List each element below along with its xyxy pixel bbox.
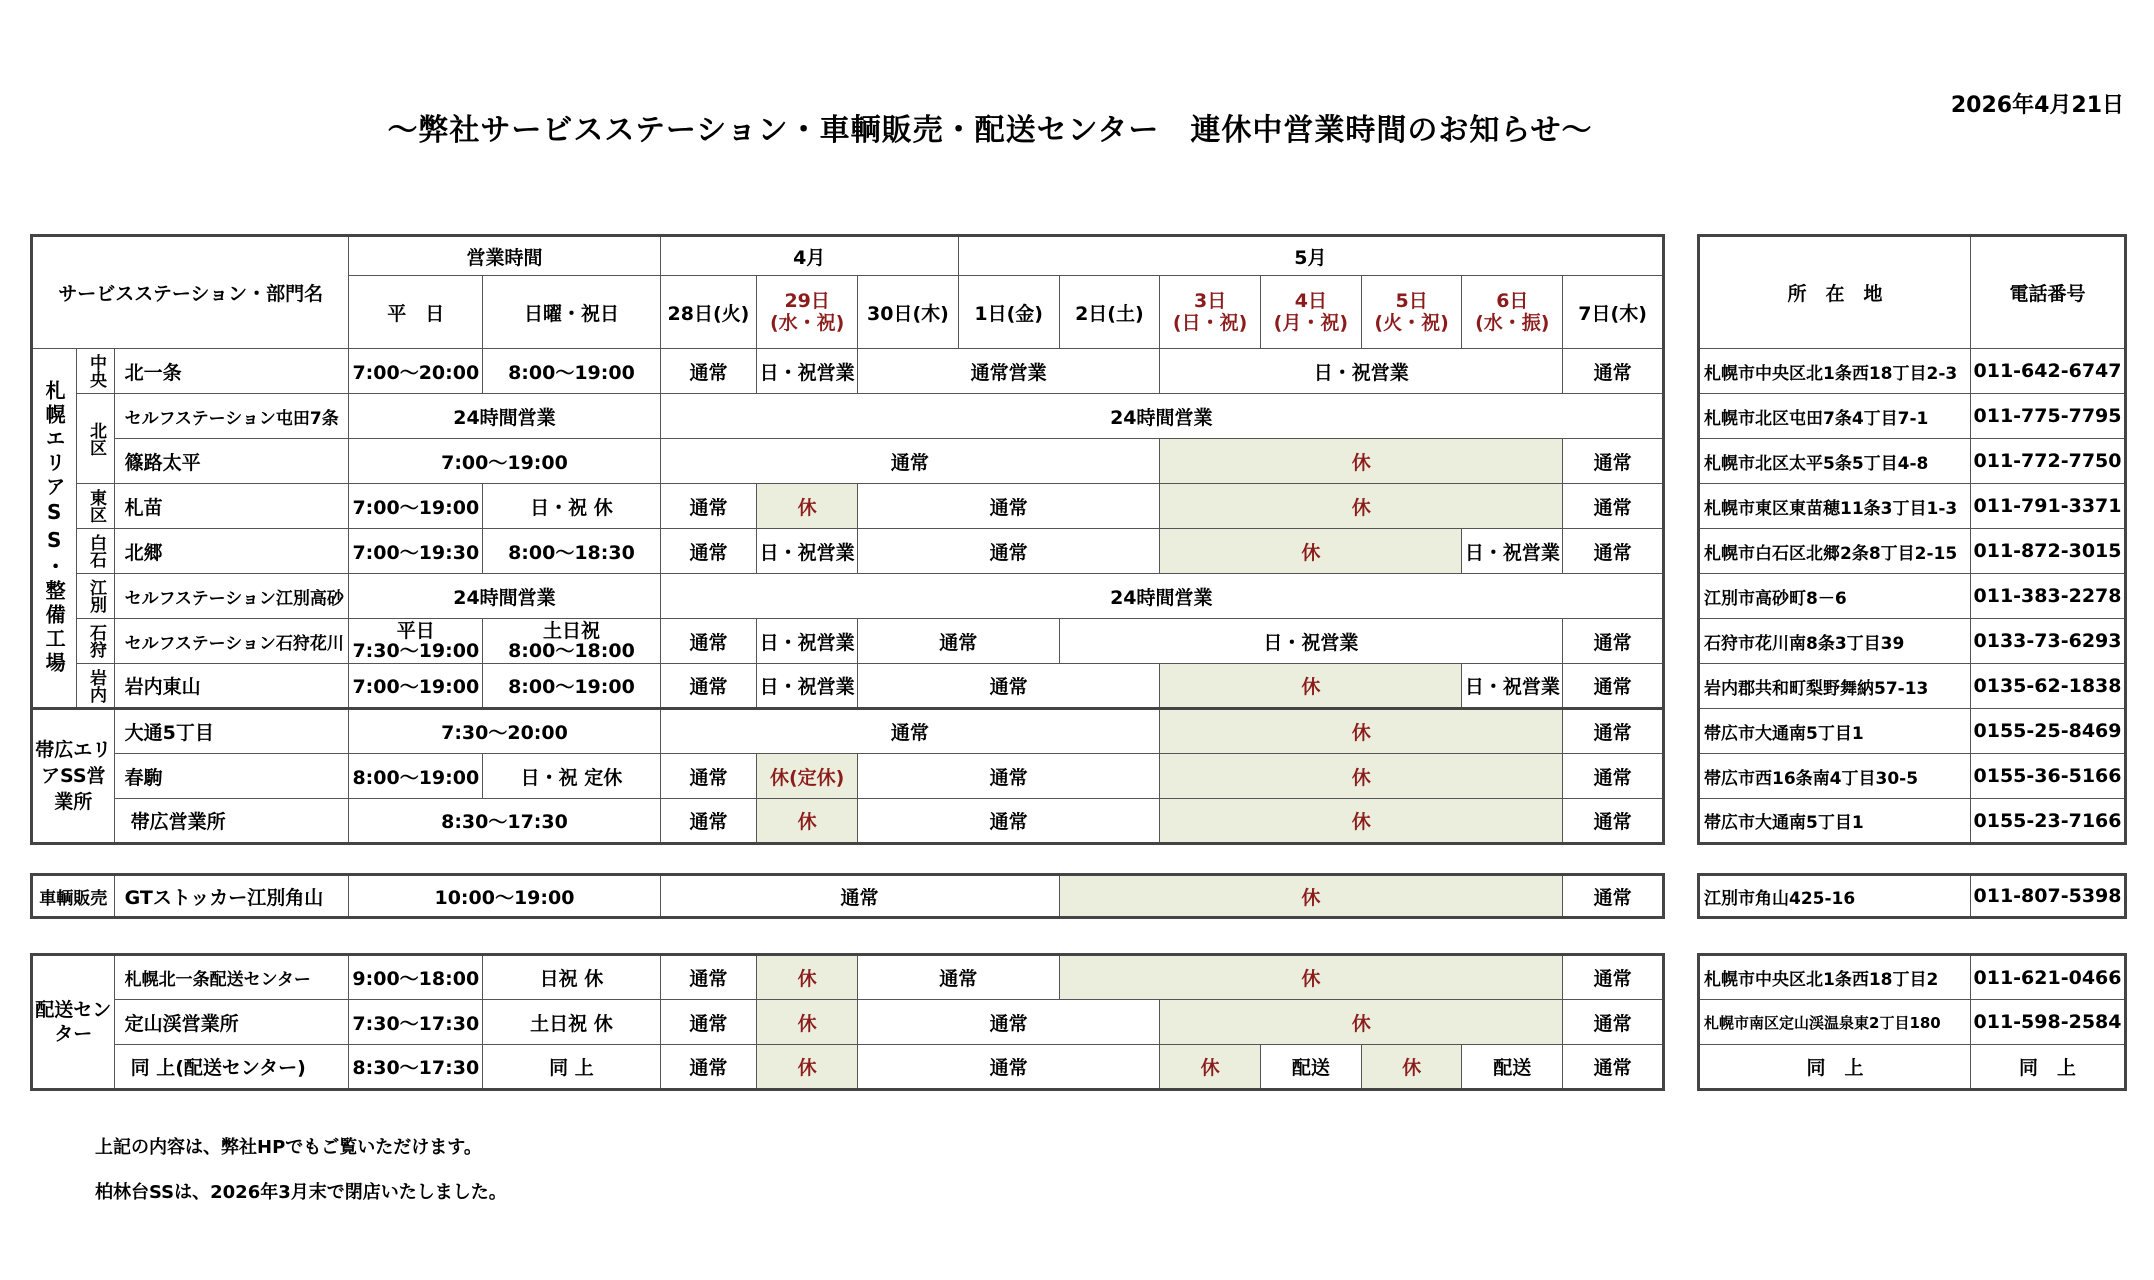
delivery-label: 配送センター — [32, 955, 115, 1090]
day-status: 日・祝営業 — [1160, 349, 1563, 394]
address: 江別市高砂町8－6 — [1699, 574, 1971, 619]
day-status: 通常営業 — [858, 349, 1160, 394]
day-status-closed: 休 — [757, 799, 858, 844]
area-sapporo-label: 札幌エリアSS・整備工場 — [32, 349, 77, 709]
holiday-hours: 8:00～19:00 — [483, 349, 660, 394]
holiday-hours: 日・祝 定休 — [483, 754, 660, 799]
schedule-table — [30, 234, 1665, 845]
ward-higashi: 東区 — [77, 484, 114, 529]
day-status: 通常 — [858, 1000, 1160, 1045]
ward-shiroishi: 白石 — [77, 529, 114, 574]
day-status-delivery: 配送 — [1462, 1045, 1563, 1090]
day-status: 日・祝営業 — [757, 619, 858, 664]
day-status: 通常 — [1563, 754, 1664, 799]
header-day-5: 5日 (火・祝) — [1361, 276, 1462, 349]
day-status: 通常 — [1563, 529, 1664, 574]
address: 帯広市大通南5丁目1 — [1699, 799, 1971, 844]
address: 札幌市南区定山渓温泉東2丁目180 — [1699, 1000, 1971, 1045]
header-day-28: 28日(火) — [660, 276, 757, 349]
day-status: 通常 — [858, 1045, 1160, 1090]
station-name: セルフステーション石狩花川 — [114, 619, 349, 664]
header-day-3: 3日 (日・祝) — [1160, 276, 1261, 349]
station-name: 同 上(配送センター) — [114, 1045, 349, 1090]
header-holiday: 日曜・祝日 — [483, 276, 660, 349]
day-status: 通常 — [1563, 799, 1664, 844]
weekday-hours: 7:00～19:00 — [349, 664, 483, 709]
station-name: 北一条 — [114, 349, 349, 394]
station-name: 札幌北一条配送センター — [114, 955, 349, 1000]
holiday-hours: 日祝 休 — [483, 955, 660, 1000]
day-status-closed: 休 — [757, 1000, 858, 1045]
day-status-closed: 休 — [1160, 439, 1563, 484]
day-status: 通常 — [1563, 664, 1664, 709]
address: 札幌市中央区北1条西18丁目2-3 — [1699, 349, 1971, 394]
day-status: 通常 — [1563, 484, 1664, 529]
ward-iwanai: 岩内 — [77, 664, 114, 709]
holiday-hours: 土日祝 休 — [483, 1000, 660, 1045]
station-name: セルフステーション屯田7条 — [114, 394, 349, 439]
day-status: 通常 — [858, 619, 1059, 664]
station-name: 大通5丁目 — [114, 709, 349, 754]
address-table — [1697, 234, 2127, 845]
phone-number: 011-598-2584 — [1971, 1000, 2126, 1045]
day-status: 24時間営業 — [660, 574, 1663, 619]
address: 札幌市白石区北郷2条8丁目2-15 — [1699, 529, 1971, 574]
holiday-hours: 8:00～18:30 — [483, 529, 660, 574]
day-status: 通常 — [1563, 439, 1664, 484]
address: 同 上 — [1699, 1045, 1971, 1090]
notice-date: 2026年4月21日 — [1950, 93, 2124, 118]
day-status: 日・祝営業 — [1462, 529, 1563, 574]
phone-number: 011-772-7750 — [1971, 439, 2126, 484]
day-status: 通常 — [660, 529, 757, 574]
station-name: 北郷 — [114, 529, 349, 574]
header-day-7: 7日(木) — [1563, 276, 1664, 349]
delivery-address-table — [1697, 953, 2127, 1091]
day-status: 通常 — [660, 709, 1160, 754]
header-address: 所 在 地 — [1699, 236, 1971, 349]
address: 石狩市花川南8条3丁目39 — [1699, 619, 1971, 664]
weekday-hours: 平日 7:30～19:00 — [349, 619, 483, 664]
day-status-closed: 休 — [1160, 754, 1563, 799]
day-status: 通常 — [660, 1000, 757, 1045]
day-status-closed: 休(定休) — [757, 754, 858, 799]
header-phone: 電話番号 — [1971, 236, 2126, 349]
business-hours: 7:00～19:00 — [349, 439, 660, 484]
station-name: GTストッカー江別角山 — [114, 875, 349, 918]
phone-number: 0155-23-7166 — [1971, 799, 2126, 844]
address: 帯広市大通南5丁目1 — [1699, 709, 1971, 754]
ward-chuo: 中央 — [77, 349, 114, 394]
header-day-30: 30日(木) — [858, 276, 959, 349]
phone-number: 011-791-3371 — [1971, 484, 2126, 529]
business-hours: 10:00～19:00 — [349, 875, 660, 918]
day-status: 通常 — [1563, 1000, 1664, 1045]
note-website: 上記の内容は、弊社HPでもご覧いただけます。 — [95, 1137, 482, 1158]
day-status: 通常 — [660, 799, 757, 844]
day-status-closed: 休 — [1059, 955, 1563, 1000]
day-status: 日・祝営業 — [757, 664, 858, 709]
day-status-closed: 休 — [1160, 664, 1462, 709]
phone-number: 011-775-7795 — [1971, 394, 2126, 439]
address: 帯広市西16条南4丁目30-5 — [1699, 754, 1971, 799]
station-name: セルフステーション江別高砂 — [114, 574, 349, 619]
area-obihiro-label: 帯広エリアSS営業所 — [32, 709, 115, 844]
day-status: 通常 — [660, 439, 1160, 484]
page-title: ～弊社サービスステーション・車輌販売・配送センター 連休中営業時間のお知らせ～ — [387, 113, 1593, 148]
day-status-closed: 休 — [757, 1045, 858, 1090]
phone-number: 011-872-3015 — [1971, 529, 2126, 574]
vehicle-sales-table — [30, 873, 1665, 919]
header-may: 5月 — [958, 236, 1663, 276]
phone-number: 0133-73-6293 — [1971, 619, 2126, 664]
station-name: 帯広営業所 — [114, 799, 349, 844]
phone-number: 011-807-5398 — [1971, 875, 2126, 918]
business-hours: 8:30～17:30 — [349, 799, 660, 844]
day-status: 通常 — [858, 754, 1160, 799]
day-status-closed: 休 — [1059, 875, 1563, 918]
phone-number: 0155-36-5166 — [1971, 754, 2126, 799]
vehicle-address-table — [1697, 873, 2127, 919]
day-status: 通常 — [858, 799, 1160, 844]
header-april: 4月 — [660, 236, 958, 276]
header-day-1: 1日(金) — [958, 276, 1059, 349]
day-status: 通常 — [660, 619, 757, 664]
day-status: 日・祝営業 — [1059, 619, 1563, 664]
day-status: 通常 — [1563, 709, 1664, 754]
day-status: 通常 — [660, 875, 1059, 918]
day-status: 日・祝営業 — [757, 529, 858, 574]
weekday-hours: 7:00～19:00 — [349, 484, 483, 529]
weekday-hours: 8:30～17:30 — [349, 1045, 483, 1090]
address: 岩内郡共和町梨野舞納57-13 — [1699, 664, 1971, 709]
phone-number: 0155-25-8469 — [1971, 709, 2126, 754]
address: 札幌市北区屯田7条4丁目7-1 — [1699, 394, 1971, 439]
day-status: 通常 — [660, 664, 757, 709]
ward-ishikari: 石狩 — [77, 619, 114, 664]
day-status: 通常 — [660, 754, 757, 799]
weekday-hours: 7:00～20:00 — [349, 349, 483, 394]
header-hours: 営業時間 — [349, 236, 660, 276]
day-status-closed: 休 — [1160, 1045, 1261, 1090]
weekday-hours: 8:00～19:00 — [349, 754, 483, 799]
day-status: 通常 — [858, 484, 1160, 529]
phone-number: 0135-62-1838 — [1971, 664, 2126, 709]
header-day-6: 6日 (水・振) — [1462, 276, 1563, 349]
address: 札幌市中央区北1条西18丁目2 — [1699, 955, 1971, 1000]
day-status: 通常 — [660, 1045, 757, 1090]
day-status: 24時間営業 — [660, 394, 1663, 439]
day-status-closed: 休 — [1160, 1000, 1563, 1045]
day-status: 通常 — [1563, 955, 1664, 1000]
address: 札幌市東区東苗穂11条3丁目1-3 — [1699, 484, 1971, 529]
day-status-delivery: 配送 — [1260, 1045, 1361, 1090]
address: 江別市角山425-16 — [1699, 875, 1971, 918]
day-status: 通常 — [858, 529, 1160, 574]
day-status-closed: 休 — [1160, 709, 1563, 754]
day-status: 通常 — [660, 484, 757, 529]
day-status: 日・祝営業 — [757, 349, 858, 394]
header-station: サービスステーション・部門名 — [32, 236, 349, 349]
phone-number: 011-383-2278 — [1971, 574, 2126, 619]
day-status: 通常 — [1563, 619, 1664, 664]
station-name: 定山渓営業所 — [114, 1000, 349, 1045]
station-name: 札苗 — [114, 484, 349, 529]
ward-kita: 北区 — [77, 394, 114, 484]
phone-number: 011-621-0466 — [1971, 955, 2126, 1000]
delivery-table — [30, 953, 1665, 1091]
vehicle-sales-label: 車輌販売 — [32, 875, 115, 918]
weekday-hours: 7:30～17:30 — [349, 1000, 483, 1045]
business-hours: 7:30～20:00 — [349, 709, 660, 754]
day-status: 日・祝営業 — [1462, 664, 1563, 709]
station-name: 岩内東山 — [114, 664, 349, 709]
day-status: 通常 — [660, 349, 757, 394]
header-day-2: 2日(土) — [1059, 276, 1160, 349]
weekday-hours: 9:00～18:00 — [349, 955, 483, 1000]
note-closure: 柏林台SSは、2026年3月末で閉店いたしました。 — [95, 1182, 507, 1203]
business-hours: 24時間営業 — [349, 394, 660, 439]
holiday-hours: 8:00～19:00 — [483, 664, 660, 709]
day-status-closed: 休 — [1160, 529, 1462, 574]
day-status: 通常 — [1563, 875, 1664, 918]
station-name: 春駒 — [114, 754, 349, 799]
header-day-29: 29日 (水・祝) — [757, 276, 858, 349]
day-status: 通常 — [1563, 349, 1664, 394]
business-hours: 24時間営業 — [349, 574, 660, 619]
holiday-hours: 土日祝 8:00～18:00 — [483, 619, 660, 664]
header-day-4: 4日 (月・祝) — [1260, 276, 1361, 349]
holiday-hours: 同 上 — [483, 1045, 660, 1090]
ward-ebetsu: 江別 — [77, 574, 114, 619]
holiday-hours: 日・祝 休 — [483, 484, 660, 529]
phone-number: 011-642-6747 — [1971, 349, 2126, 394]
day-status-closed: 休 — [757, 955, 858, 1000]
day-status-closed: 休 — [757, 484, 858, 529]
day-status: 通常 — [858, 664, 1160, 709]
day-status-closed: 休 — [1361, 1045, 1462, 1090]
header-weekday: 平 日 — [349, 276, 483, 349]
day-status-closed: 休 — [1160, 799, 1563, 844]
day-status: 通常 — [858, 955, 1059, 1000]
day-status: 通常 — [1563, 1045, 1664, 1090]
day-status: 通常 — [660, 955, 757, 1000]
day-status-closed: 休 — [1160, 484, 1563, 529]
phone-number: 同 上 — [1971, 1045, 2126, 1090]
station-name: 篠路太平 — [114, 439, 349, 484]
address: 札幌市北区太平5条5丁目4-8 — [1699, 439, 1971, 484]
weekday-hours: 7:00～19:30 — [349, 529, 483, 574]
